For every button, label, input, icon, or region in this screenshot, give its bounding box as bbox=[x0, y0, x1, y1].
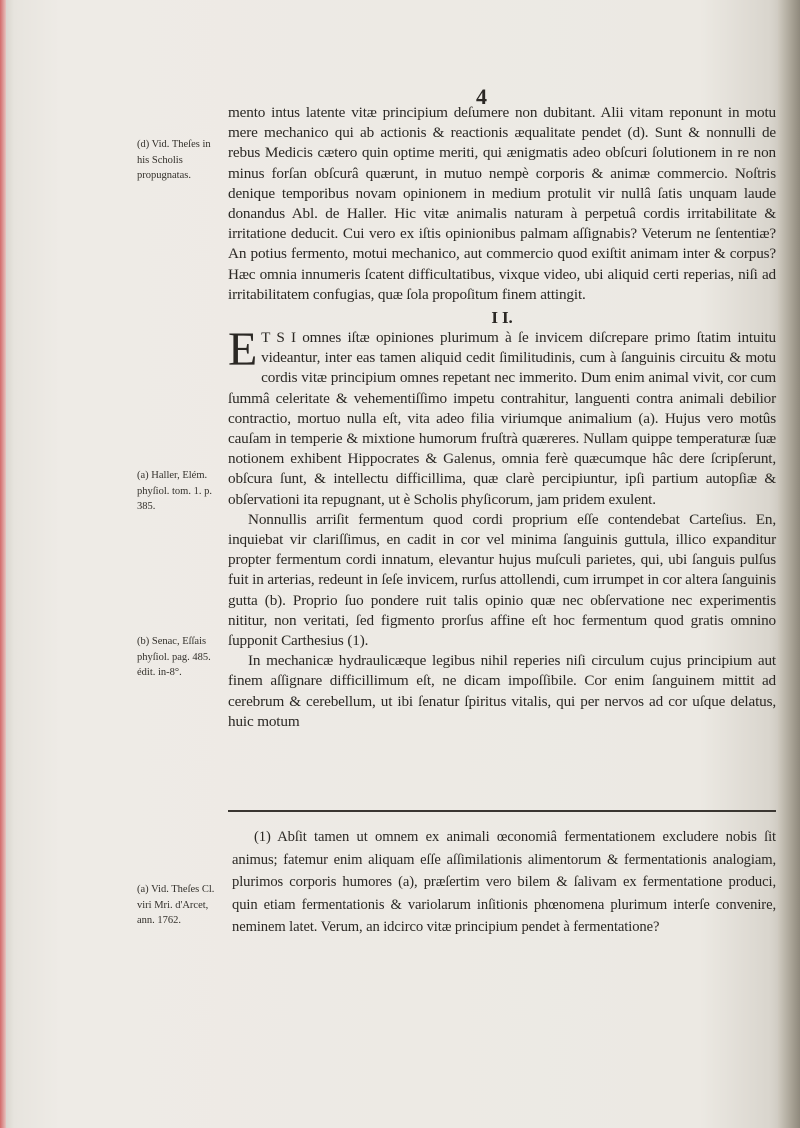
page-left-edge bbox=[0, 0, 6, 1128]
book-spine-edge bbox=[778, 0, 800, 1128]
margin-note-a2: (a) Vid. Theſes Cl. viri Mri. d'Arcet, ann. 1762. bbox=[137, 884, 215, 926]
margin-note-b: (b) Senac, Eſſais phyſiol. pag. 485. édit. in-8°. bbox=[137, 636, 211, 678]
paragraph-4: In mechanicæ hydraulicæque legibus nihil reperies niſi circulum cujus principium aut finem aſſignare difficillimum eſt, ne dicam impoſſibile. Cor enim ſanguinem mittit ad cerebrum & cerebellum, ut ibi ſenatur ſpiritus vitalis, qui per nervos ad cor uſque delatus, huic motum bbox=[228, 652, 776, 730]
margin-note-a: (a) Haller, Elém. phyſiol. tom. 1. p. 385. bbox=[137, 470, 212, 512]
footnote-1: (1) Abſit tamen ut omnem ex animali œconomiâ fermentationem excludere nobis ſit animus; fatemur enim aliquam eſſe aſſimilationis alimentorum & fermentationis analogiam, plurimos corporis humores (a), præſertim vero bilem & ſalivam ex fermentatione produci, quin etiam fermentationis & variolarum inſitionis phœnomena plurimum interſe convenire, neminem latet. Verum, an idcirco vitæ principium pendet à fermentatione? bbox=[232, 829, 776, 936]
page-number: 4 bbox=[476, 84, 487, 109]
main-text bbox=[228, 103, 776, 732]
paragraph-3: Nonnullis arriſit fermentum quod cordi proprium eſſe contendebat Carteſius. En, inquiebat vir clariſſimus, en cadit in cor vel minima ſanguinis guttula, illico expanditur propter fermentum cordi innatum, elevantur hujus muſculi parietes, qui, ubi ſanguis pulſus fuit in arterias, redeunt in ſeſe invicem, rurſus attollendi, cum irrumpet in cor altera ſanguinis gutta (b). Proprio ſuo pondere ruit talis opinio quæ nec obſervatione nec experimentis nititur, non veritati, ſed figmento prorſus affine eſt hoc fermentum quod gratis omnino ſupponit Carthesius (1). bbox=[228, 510, 776, 650]
section-heading: I I. bbox=[491, 308, 513, 328]
paragraph-2-text: T S I omnes iſtæ opiniones plurimum à ſe invicem diſcrepare primo ſtatim intuitu videantur, inter eas tamen aliquid cedit ſimilitudinis, cum à ſanguinis circuitu & motu cordis vitæ principium omnes repetant nec immerito. Dum enim animal vivit, cor cum ſummâ celeritate & vehementiſſimo impetu contrahitur, languenti contra animali debilior contractio, mortuo nulla eſt, vita adeo filia viriumque animalium (a). Hujus vero motûs cauſam in temperie & mixtione humorum fruſtrà quæreres. Nullam quippe temperaturæ ſuæ notionem exhibent Hippocrates & Galenus, omnia ferè quæcumque hâc dere ſcripſerunt, obſcura ſunt, & intellectu difficillima, quæ clarè percipiuntur, ipſi partium autopſiæ & obſervationi ita repugnant, ut è Scholis phyſicorum, jam pridem exulent. bbox=[228, 329, 776, 508]
margin-note-d: (d) Vid. Theſes in his Scholis propugnatas. bbox=[137, 139, 211, 181]
paragraph-2 bbox=[228, 323, 776, 510]
drop-cap: E bbox=[228, 323, 258, 377]
paragraph-1: mento intus latente vitæ principium deſumere non dubitant. Alii vitam reponunt in motu mere mechanico qui ab actionis & reactionis æqualitate pendet (d). Sunt & nonnulli de rebus Medicis cætero quin optime meriti, qui ænigmatis adeo obſcuri ſolutionem in re non minus forſan obſcurâ quærunt, in mutuo nempè corporis & animæ commercio. Noſtris denique temporibus novam opinionem in medium protulit vir nullâ ſatis unquam laude donandus Abl. de Haller. Hic vitæ animalis naturam à perpetuâ cordis irritabilitate & irritatione deducit. Cui vero ex iſtis opinionibus palmam aſſignabis? Veterum ne ſententiæ? An potius fermento, motui mechanico, aut commercio quod exiſtit animam inter & corpus? Hæc omnia innumeris ſcatent difficultatibus, vixque video, ubi aliquid certi reperias, niſi ad irritabilitatem confugias, quæ ſola propoſitum finem attingit. bbox=[228, 104, 776, 303]
footnote-block bbox=[232, 826, 776, 939]
footnote-divider bbox=[228, 810, 776, 812]
